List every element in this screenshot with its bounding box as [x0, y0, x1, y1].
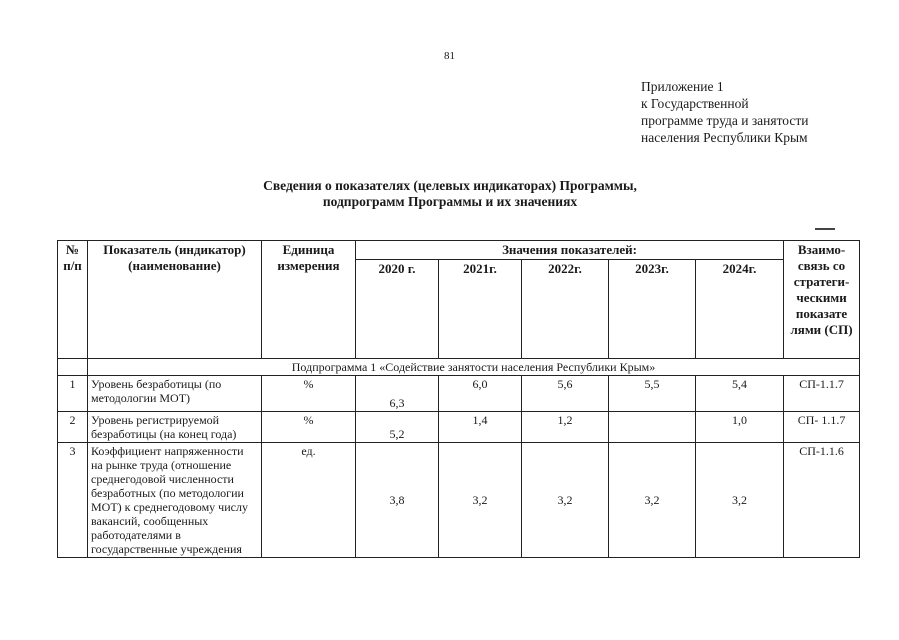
row-value: 6,0 [439, 376, 522, 412]
table-row [58, 412, 860, 443]
row-name: Коэффициент напряженности на рынке труда (отношение среднегодовой численности безработных (по методологии МОТ) к среднегодовому числу вакансий, сообщенных работодателями в государственные учреждения [88, 443, 262, 558]
table-row [58, 376, 860, 412]
header-row [58, 241, 860, 260]
row-value: 5,4 [696, 376, 784, 412]
appendix-line: Приложение 1 [641, 79, 724, 94]
row-unit: % [262, 376, 356, 412]
appendix-line: к Государственной [641, 96, 749, 111]
subprogram-title: Подпрограмма 1 «Содействие занятости населения Республики Крым» [88, 359, 860, 376]
title-line-1: Сведения о показателях (целевых индикаторах) Программы, [263, 178, 637, 193]
row-value: 6,3 [356, 376, 439, 412]
document-title [180, 178, 720, 210]
row-value: 1,4 [439, 412, 522, 443]
header-unit: Единица измерения [262, 241, 356, 359]
row-value: 5,6 [522, 376, 609, 412]
table-row [58, 443, 860, 558]
row-num: 2 [58, 412, 88, 443]
row-value: 3,2 [439, 443, 522, 558]
row-value: 1,0 [696, 412, 784, 443]
row-value: 3,2 [609, 443, 696, 558]
appendix-line: программе труда и занятости [641, 113, 809, 128]
appendix-line: населения Республики Крым [641, 130, 808, 145]
row-name: Уровень регистрируемой безработицы (на конец года) [88, 412, 262, 443]
header-link: Взаимо-связь со стратеги-ческими показате лями (СП) [784, 241, 860, 359]
header-num: № п/п [58, 241, 88, 359]
indicators-table [57, 240, 860, 558]
header-year: 2021г. [439, 260, 522, 359]
row-num: 3 [58, 443, 88, 558]
row-value [609, 412, 696, 443]
row-link: СП-1.1.7 [784, 376, 860, 412]
empty-cell [58, 359, 88, 376]
row-num: 1 [58, 376, 88, 412]
header-year: 2024г. [696, 260, 784, 359]
header-values: Значения показателей: [356, 241, 784, 260]
row-value: 3,2 [522, 443, 609, 558]
row-value: 3,8 [356, 443, 439, 558]
header-year: 2023г. [609, 260, 696, 359]
row-value: 5,2 [356, 412, 439, 443]
subprogram-row [58, 359, 860, 376]
row-name: Уровень безработицы (по методологии МОТ) [88, 376, 262, 412]
row-link: СП- 1.1.7 [784, 412, 860, 443]
header-year: 2022г. [522, 260, 609, 359]
page-number: 81 [444, 50, 455, 62]
row-unit: ед. [262, 443, 356, 558]
row-value: 3,2 [696, 443, 784, 558]
row-value: 5,5 [609, 376, 696, 412]
row-link: СП-1.1.6 [784, 443, 860, 558]
stray-mark [815, 228, 835, 230]
header-indicator: Показатель (индикатор) (наименование) [88, 241, 262, 359]
title-line-2: подпрограмм Программы и их значениях [322, 194, 578, 209]
appendix-note [641, 78, 881, 146]
header-year: 2020 г. [356, 260, 439, 359]
row-unit: % [262, 412, 356, 443]
row-value: 1,2 [522, 412, 609, 443]
